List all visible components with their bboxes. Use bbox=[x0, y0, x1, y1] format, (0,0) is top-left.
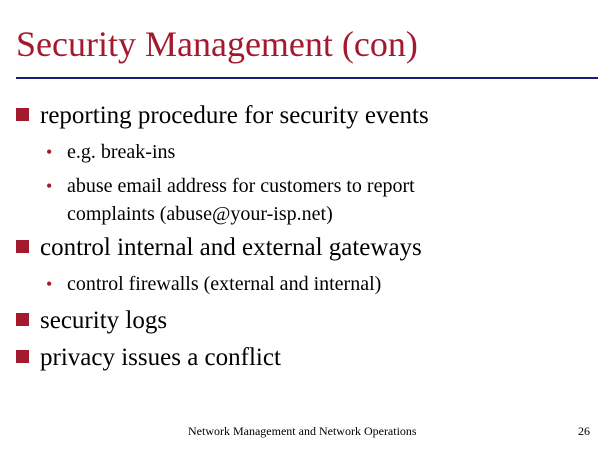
bullet-text: control internal and external gateways bbox=[40, 234, 422, 261]
square-bullet-icon bbox=[16, 240, 29, 253]
bullet-item bbox=[16, 306, 167, 336]
bullet-item bbox=[16, 101, 429, 131]
dot-bullet-icon: • bbox=[46, 142, 53, 162]
sub-bullet-text: control firewalls (external and internal) bbox=[67, 273, 382, 295]
sub-bullet-text: e.g. break-ins bbox=[67, 141, 176, 163]
bullet-text: privacy issues a conflict bbox=[40, 344, 281, 371]
sub-bullet-item bbox=[46, 172, 415, 228]
sub-bullet-item bbox=[46, 138, 175, 166]
square-bullet-icon bbox=[16, 108, 29, 121]
bullet-item bbox=[16, 233, 422, 263]
bullet-item bbox=[16, 343, 281, 373]
sub-bullet-continuation: complaints (abuse@your-isp.net) bbox=[67, 203, 333, 225]
square-bullet-icon bbox=[16, 350, 29, 363]
sub-bullet-text: abuse email address for customers to report bbox=[67, 175, 415, 197]
dot-bullet-icon: • bbox=[46, 274, 53, 294]
slide-footer: Network Management and Network Operations bbox=[188, 424, 417, 438]
slide-title: Security Management (con) bbox=[16, 24, 418, 64]
page-number: 26 bbox=[578, 424, 590, 438]
square-bullet-icon bbox=[16, 313, 29, 326]
sub-bullet-item bbox=[46, 270, 381, 298]
dot-bullet-icon: • bbox=[46, 176, 53, 196]
bullet-text: reporting procedure for security events bbox=[40, 102, 429, 129]
bullet-text: security logs bbox=[40, 307, 168, 334]
